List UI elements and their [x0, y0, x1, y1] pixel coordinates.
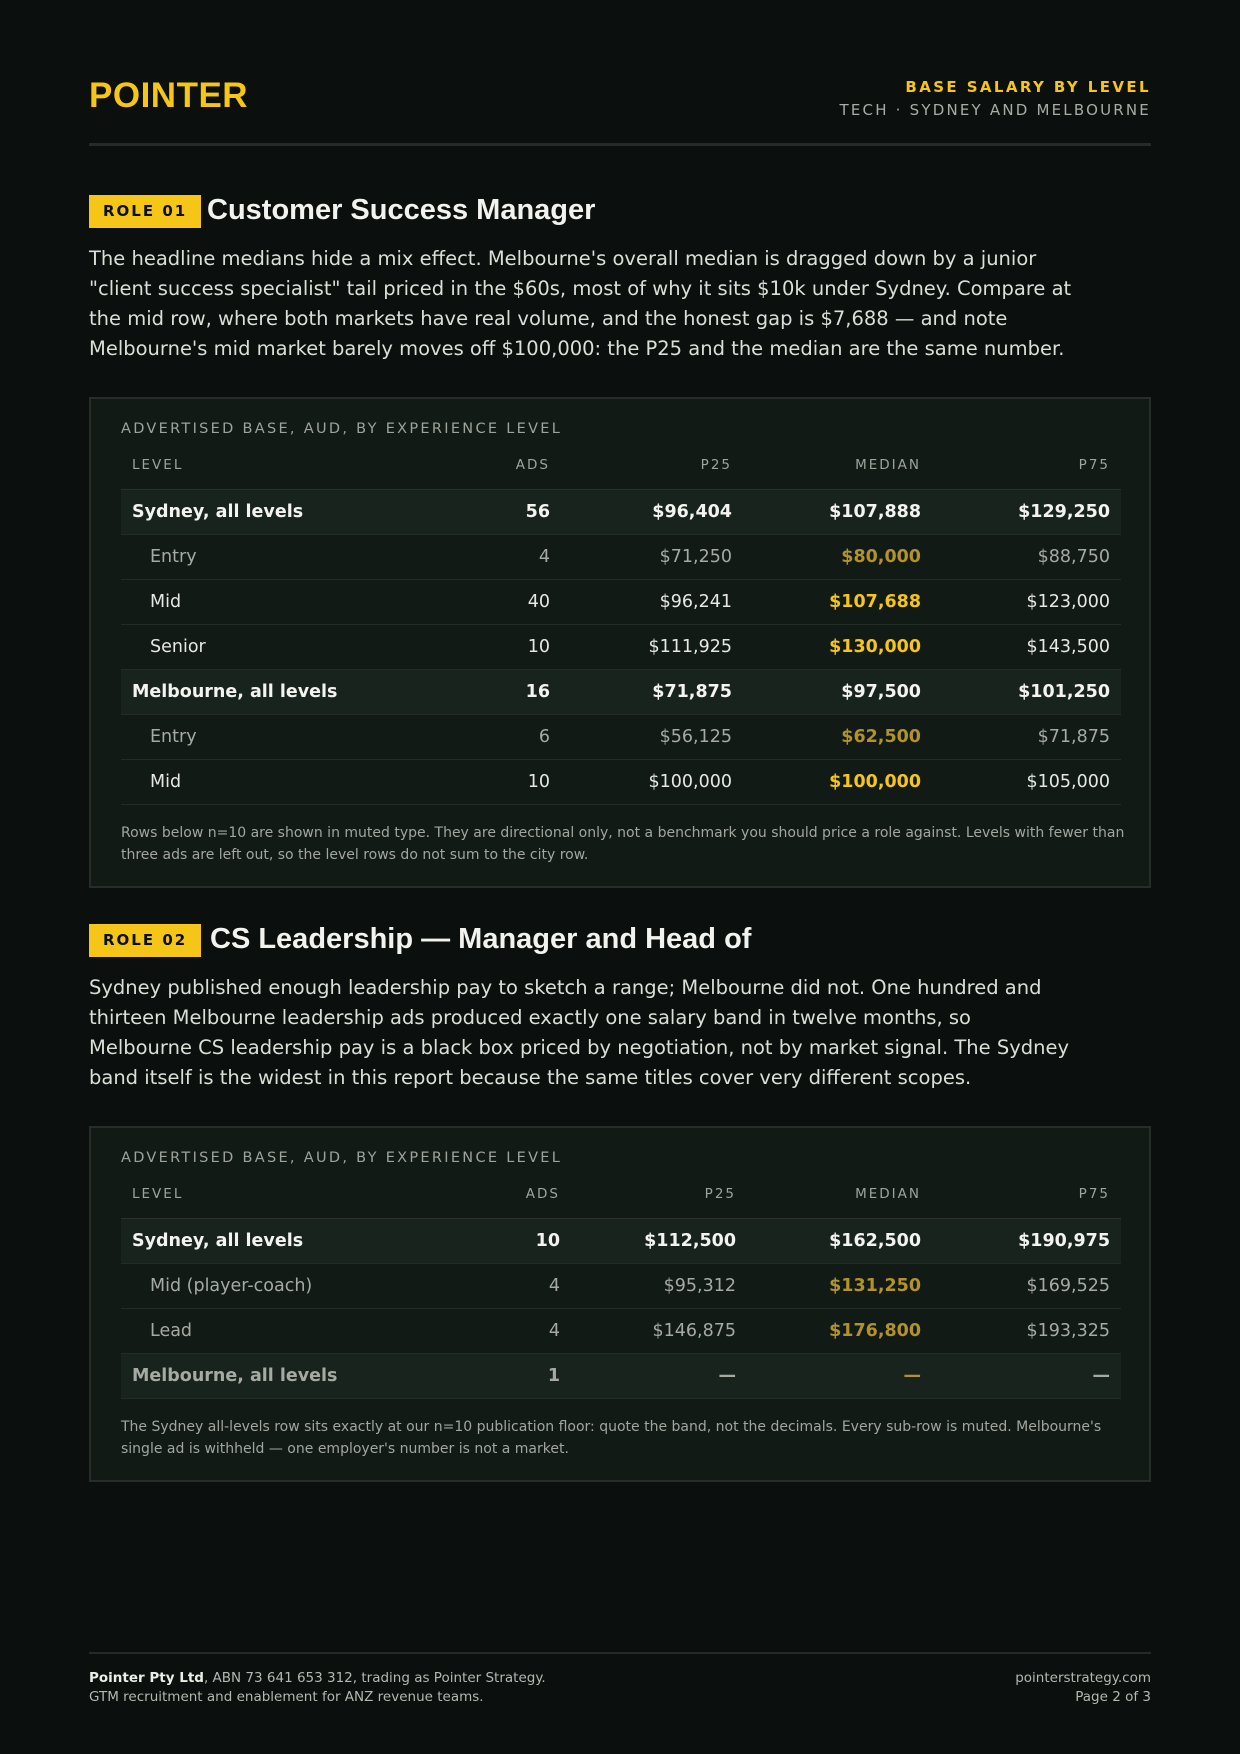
role-intro: Sydney published enough leadership pay to sketch a range; Melbourne did not. One hundred and thirteen Melbourne leadership ads produced exactly one salary band in twelve months, so Melbourne CS leadership pay is a black box priced by negotiation, not by market signal. The Sydney band itself is the widest in this report because the same titles cover very different scopes.: [89, 976, 1070, 1089]
cell-p75: $123,000: [932, 579, 1121, 624]
role-badge: ROLE 02: [89, 924, 201, 957]
panel-label: ADVERTISED BASE, AUD, BY EXPERIENCE LEVEL: [121, 1150, 563, 1166]
table-row: [121, 714, 1121, 759]
table-row: [121, 669, 1121, 714]
company-details: , ABN 73 641 653 312, trading as Pointer Strategy.: [203, 1670, 546, 1686]
brand-logo: POINTER: [89, 76, 249, 115]
cell-level: Senior: [121, 624, 461, 669]
cell-level: Sydney, all levels: [121, 489, 461, 534]
table-row: [121, 1263, 1121, 1308]
cell-p75: $190,975: [932, 1218, 1121, 1263]
cell-p25: $96,404: [561, 489, 743, 534]
page-header: [89, 72, 1151, 146]
cell-median: $162,500: [747, 1218, 932, 1263]
cell-ads: 4: [471, 1263, 571, 1308]
col-header-ads: ADS: [461, 457, 561, 489]
cell-p25: $111,925: [561, 624, 743, 669]
role-title: CS Leadership — Manager and Head of: [210, 923, 752, 955]
cell-p25: $71,875: [561, 669, 743, 714]
cell-p75: $143,500: [932, 624, 1121, 669]
col-header-p75: P75: [932, 1186, 1121, 1218]
cell-p75: $105,000: [932, 759, 1121, 804]
cell-level: Entry: [121, 714, 461, 759]
panel-label: ADVERTISED BASE, AUD, BY EXPERIENCE LEVEL: [121, 421, 563, 437]
salary-table: [121, 457, 1121, 805]
cell-ads: 10: [461, 759, 561, 804]
table-footnote: Rows below n=10 are shown in muted type. They are directional only, not a benchmark you should price a role against. Levels with fewer than three ads are left out, so the level rows do not sum to the city row.: [121, 824, 1125, 863]
cell-median: $80,000: [743, 534, 932, 579]
col-header-level: LEVEL: [121, 457, 461, 489]
cell-level: Entry: [121, 534, 461, 579]
cell-p25: —: [571, 1353, 747, 1398]
cell-p75: —: [932, 1353, 1121, 1398]
role-heading: [89, 919, 1151, 963]
role-title: Customer Success Manager: [207, 194, 596, 226]
col-header-median: MEDIAN: [743, 457, 932, 489]
cell-p75: $193,325: [932, 1308, 1121, 1353]
role-intro: The headline medians hide a mix effect. Melbourne's overall median is dragged down by a junior "client success specialist" tail priced in the $60s, most of why it sits $10k under Sydney. Compare at the mid row, where both markets have real volume, and the honest gap is $7,688 — and note Melbourne's mid market barely moves off $100,000: the P25 and the median are the same number.: [89, 247, 1072, 360]
website-link[interactable]: pointerstrategy.com: [1015, 1670, 1151, 1686]
cell-level: Mid (player-coach): [121, 1263, 471, 1308]
col-header-ads: ADS: [471, 1186, 571, 1218]
cell-p25: $146,875: [571, 1308, 747, 1353]
cell-ads: 6: [461, 714, 561, 759]
col-header-p25: P25: [561, 457, 743, 489]
table-header-row: [121, 457, 1121, 489]
table-header-row: [121, 1186, 1121, 1218]
salary-table-panel: [89, 1126, 1151, 1482]
cell-level: Melbourne, all levels: [121, 1353, 471, 1398]
salary-table: [121, 1186, 1121, 1399]
cell-p75: $101,250: [932, 669, 1121, 714]
col-header-level: LEVEL: [121, 1186, 471, 1218]
company-name: Pointer Pty Ltd: [89, 1670, 204, 1686]
table-row: [121, 1218, 1121, 1263]
page-footer: [89, 1652, 1151, 1705]
table-footnote: The Sydney all-levels row sits exactly at our n=10 publication floor: quote the band, not the decimals. Every sub-row is muted. Melbourne's single ad is withheld — one employer's number is not a market.: [121, 1418, 1102, 1457]
table-row: [121, 579, 1121, 624]
cell-ads: 4: [471, 1308, 571, 1353]
cell-median: —: [747, 1353, 932, 1398]
report-title: BASE SALARY BY LEVEL: [905, 78, 1151, 96]
role-section-2: [89, 919, 1151, 1482]
role-heading: [89, 190, 1151, 234]
cell-p75: $71,875: [932, 714, 1121, 759]
cell-p25: $96,241: [561, 579, 743, 624]
cell-ads: 4: [461, 534, 561, 579]
table-row: [121, 624, 1121, 669]
cell-level: Mid: [121, 579, 461, 624]
cell-p25: $100,000: [561, 759, 743, 804]
cell-ads: 1: [471, 1353, 571, 1398]
cell-ads: 56: [461, 489, 561, 534]
cell-p75: $129,250: [932, 489, 1121, 534]
cell-ads: 10: [471, 1218, 571, 1263]
table-row: [121, 534, 1121, 579]
report-subtitle: TECH · SYDNEY AND MELBOURNE: [839, 101, 1151, 119]
cell-p25: $71,250: [561, 534, 743, 579]
role-section-1: [89, 190, 1151, 888]
cell-p75: $169,525: [932, 1263, 1121, 1308]
report-heading: [840, 78, 1151, 119]
cell-level: Melbourne, all levels: [121, 669, 461, 714]
salary-table-panel: [89, 397, 1151, 888]
table-row: [121, 1353, 1121, 1398]
cell-median: $107,888: [743, 489, 932, 534]
cell-ads: 40: [461, 579, 561, 624]
table-row: [121, 759, 1121, 804]
cell-median: $97,500: [743, 669, 932, 714]
cell-ads: 10: [461, 624, 561, 669]
cell-p25: $112,500: [571, 1218, 747, 1263]
cell-level: Mid: [121, 759, 461, 804]
footer-meta: [1015, 1669, 1151, 1707]
cell-median: $130,000: [743, 624, 932, 669]
cell-level: Lead: [121, 1308, 471, 1353]
col-header-median: MEDIAN: [747, 1186, 932, 1218]
cell-median: $107,688: [743, 579, 932, 624]
cell-median: $131,250: [747, 1263, 932, 1308]
col-header-p25: P25: [571, 1186, 747, 1218]
table-row: [121, 489, 1121, 534]
company-tagline: GTM recruitment and enablement for ANZ revenue teams.: [89, 1689, 484, 1705]
cell-ads: 16: [461, 669, 561, 714]
page-number: Page 2 of 3: [1075, 1689, 1151, 1705]
col-header-p75: P75: [932, 457, 1121, 489]
footer-company: [89, 1669, 546, 1707]
cell-median: $176,800: [747, 1308, 932, 1353]
table-row: [121, 1308, 1121, 1353]
cell-p75: $88,750: [932, 534, 1121, 579]
cell-p25: $95,312: [571, 1263, 747, 1308]
cell-level: Sydney, all levels: [121, 1218, 471, 1263]
role-badge: ROLE 01: [89, 195, 201, 228]
cell-p25: $56,125: [561, 714, 743, 759]
cell-median: $62,500: [743, 714, 932, 759]
cell-median: $100,000: [743, 759, 932, 804]
